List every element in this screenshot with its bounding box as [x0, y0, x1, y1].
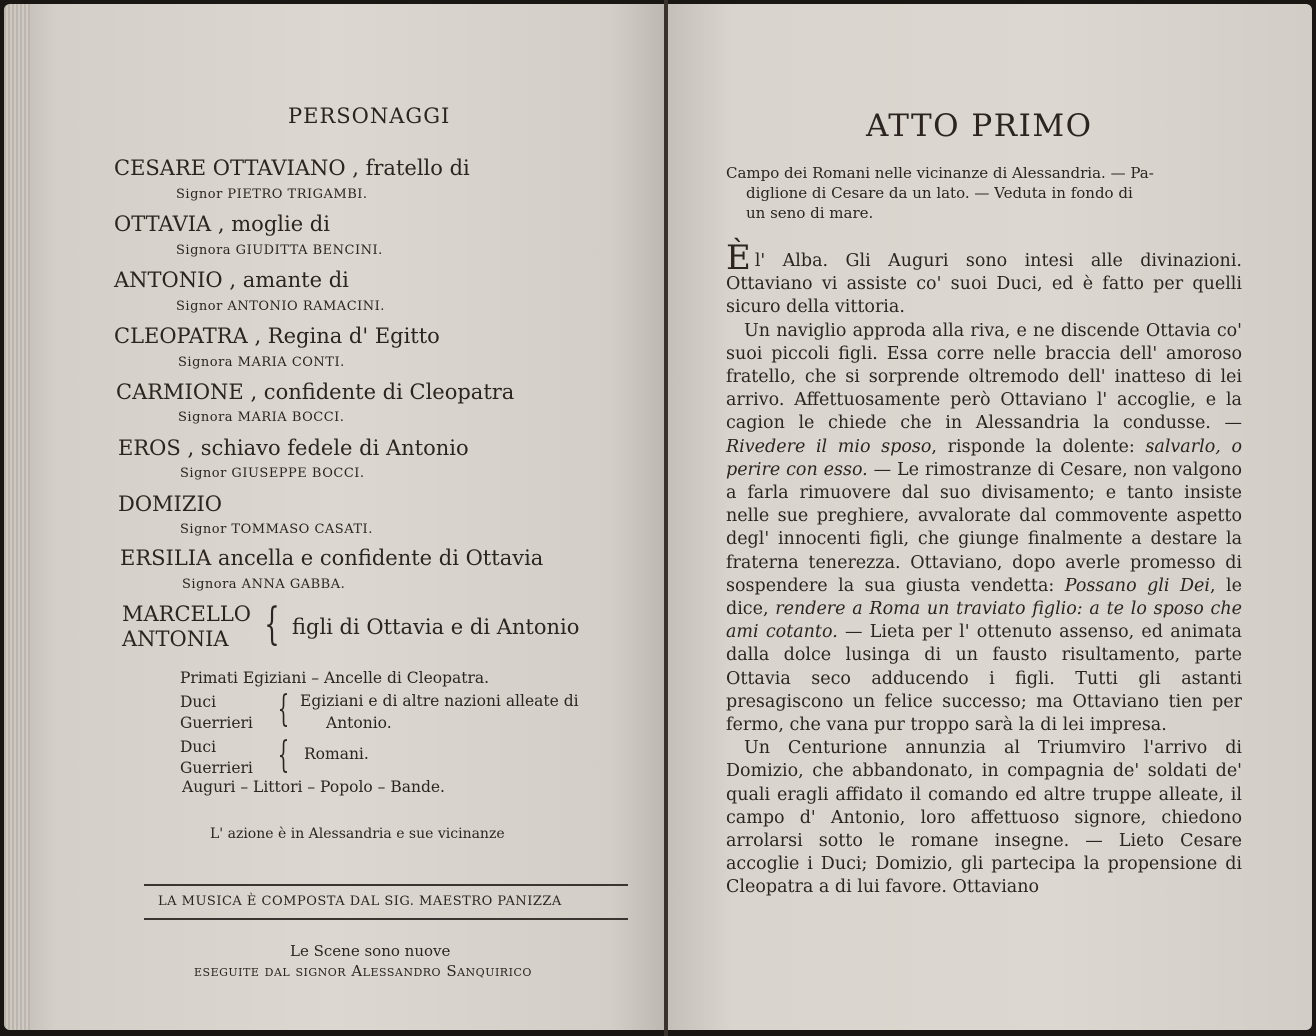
- quoted-speech: rendere a Roma un traviato figlio: a te lo sposo che ami cotanto.: [726, 599, 1242, 643]
- character-role: , fratello di: [352, 156, 470, 180]
- character-role: , amante di: [229, 268, 349, 292]
- actor-name: Signora GIUDITTA BENCINI.: [176, 243, 383, 258]
- extras-line: Primati Egiziani – Ancelle di Cleopatra.: [180, 669, 490, 687]
- page-title: PERSONAGGI: [288, 104, 451, 128]
- scene-description-line: diglione di Cesare da un lato. — Veduta in fondo di: [746, 184, 1133, 202]
- paragraph: Un Centurione annunzia al Triumviro l'arrivo di Domizio, che abbandonato, in compagnia de' soldati de' quali eragli affidato il comando ed altre truppe alleate, il campo d' Antonio, loro affettuoso signore, chiedono arrolarsi sotto le romane insegne. — Lieto Cesare accoglie i Duci; Domizio, gli partecipa la propensione di Cleopatra a di lui favore. Ottaviano: [726, 738, 1242, 898]
- left-page: [4, 4, 664, 1030]
- extras-group-description: [300, 690, 579, 734]
- character-entry: [118, 436, 469, 460]
- paragraph-text: — Lieta per l' ottenuto assenso, ed animata dalla dolce lusinga di un fausto risultamento, parte Ottavia seco adducendo i figli. Tutti gli astanti presagiscono un felice successo; ma Ottaviano tien per fermo, che vana pur troppo sarà la di lei impresa.: [726, 622, 1242, 736]
- actor-name: Signor PIETRO TRIGAMBI.: [176, 187, 368, 202]
- right-page: [668, 4, 1312, 1030]
- body-text: [726, 238, 1242, 900]
- character-entry: [114, 268, 349, 292]
- child-name: MARCELLO: [122, 602, 251, 626]
- character-role: ancella e confidente di Ottavia: [217, 546, 544, 570]
- character-name: DOMIZIO: [118, 492, 222, 516]
- extras-desc-line: Antonio.: [326, 714, 392, 732]
- extras-group-names: [180, 692, 253, 734]
- character-role: , confidente di Cleopatra: [250, 380, 515, 404]
- drop-cap: È: [726, 238, 751, 278]
- character-name: ERSILIA: [120, 546, 212, 570]
- quoted-speech: Rivedere il mio sposo: [726, 436, 932, 457]
- character-role: , Regina d' Egitto: [254, 324, 440, 348]
- brace-icon: {: [277, 689, 290, 730]
- extras-role: Guerrieri: [180, 759, 253, 777]
- character-entry: [116, 380, 514, 404]
- children-names: [122, 602, 251, 652]
- children-description: figli di Ottavia e di Antonio: [292, 615, 580, 639]
- actor-name: Signor GIUSEPPE BOCCI.: [180, 466, 365, 481]
- quoted-speech: salvarlo, o perire con esso.: [726, 436, 1242, 480]
- child-name: ANTONIA: [122, 627, 229, 651]
- paragraph: [726, 238, 1242, 320]
- paragraph-text: , risponde la dolente:: [931, 436, 1146, 457]
- brace-icon: {: [264, 599, 280, 650]
- character-role: , schiavo fedele di Antonio: [187, 436, 469, 460]
- scene-description-line: Campo dei Romani nelle vicinanze di Alessandria. — Pa-: [726, 164, 1154, 182]
- music-credit: LA MUSICA È COMPOSTA DAL SIG. MAESTRO PANIZZA: [158, 894, 562, 909]
- divider: [144, 884, 628, 886]
- setting-note: L' azione è in Alessandria e sue vicinanze: [210, 826, 505, 842]
- extras-role: Guerrieri: [180, 714, 253, 732]
- character-entry: [114, 156, 470, 180]
- actor-name: Signora MARIA CONTI.: [178, 355, 345, 370]
- paragraph-text: l' Alba. Gli Auguri sono intesi alle divinazioni. Ottaviano vi assiste co' suoi Duci, ed è fatto per quelli sicuro della vittoria.: [726, 251, 1242, 318]
- character-role: , moglie di: [217, 212, 330, 236]
- actor-name: Signora ANNA GABBA.: [182, 577, 346, 592]
- extras-group-names: [180, 737, 253, 779]
- brace-icon: {: [277, 735, 290, 776]
- extras-role: Duci: [180, 693, 217, 711]
- character-entry: [118, 492, 222, 516]
- paragraph-text: — Le rimostranze di Cesare, non valgono a farla rimuovere dal suo divisamento; e tanto insiste nelle sue preghiere, avvalorate dal commovente aspetto degl' innocenti figli, che giunge finalmente a destare la fraterna tenerezza. Ottaviano, dopo averle promesso di sospendere la sua giusta vendetta:: [726, 459, 1242, 596]
- character-name: ANTONIO: [114, 268, 223, 292]
- scenes-credit-line: Le Scene sono nuove: [290, 942, 451, 960]
- extras-desc-line: Egiziani e di altre nazioni alleate di: [300, 692, 579, 710]
- actor-name: Signor TOMMASO CASATI.: [180, 522, 373, 537]
- scene-description-line: un seno di mare.: [746, 204, 874, 222]
- character-name: OTTAVIA: [114, 212, 212, 236]
- character-entry: [114, 324, 440, 348]
- character-name: EROS: [118, 436, 181, 460]
- character-name: CESARE OTTAVIANO: [114, 156, 346, 180]
- paragraph-text: Un naviglio approda alla riva, e ne discende Ottavia co' suoi piccoli figli. Essa corre nelle braccia dell' amoroso fratello, che si sorprende oltremodo dell' inatteso di lei arrivo. Affettuosamente però Ottaviano l' accoglie, e la cagion le chiede che in Alessandria la condusse. —: [726, 320, 1242, 434]
- paragraph: [726, 320, 1242, 738]
- extras-group-description: Romani.: [304, 745, 369, 763]
- character-name: CARMIONE: [116, 380, 244, 404]
- extras-role: Duci: [180, 738, 217, 756]
- character-entry: [114, 212, 330, 236]
- actor-name: Signor ANTONIO RAMACINI.: [176, 299, 385, 314]
- character-entry: [120, 546, 543, 570]
- actor-name: Signora MARIA BOCCI.: [178, 410, 345, 425]
- character-name: CLEOPATRA: [114, 324, 248, 348]
- quoted-speech: Possano gli Dei: [1064, 575, 1210, 596]
- scenes-credit-line: eseguite dal signor Alessandro Sanquirico: [194, 962, 532, 980]
- extras-line: Auguri – Littori – Popolo – Bande.: [182, 778, 445, 796]
- paragraph-text: , le dice,: [726, 575, 1242, 620]
- page-edges: [4, 4, 30, 1030]
- divider: [144, 918, 628, 920]
- act-title: ATTO PRIMO: [866, 108, 1093, 144]
